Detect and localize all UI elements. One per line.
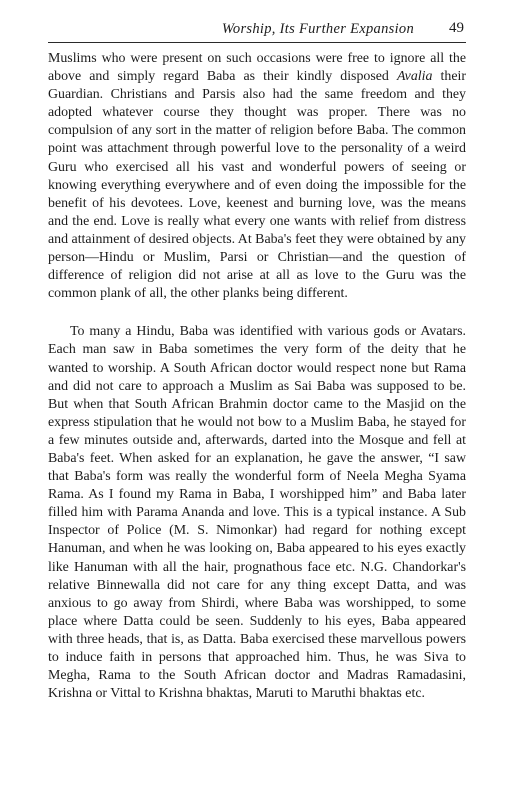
text-segment: their Guardian. Christians and Parsis also had the same freedom and they adopted whatever course they thought was proper. There was no compulsion of any sort in the matter of religion before Baba. The common point was attachment through powerful love to the personality of a weird Guru who exercised all his vast and wonderful powers of seeing or knowing everything everywhere and of even doing the impossible for the benefit of his devotees. Love, keenest and burning love, was the means and the end. Love is really what every one wants with relief from distress and attainment of desired objects. At Baba's feet they were obtained by any person—Hindu or Muslim, Parsi or Christian—and the question of difference of religion did not arise at all as love to the Guru was the common plank of all, the other planks being different. xyxy=(48,69,466,302)
paragraph-2 xyxy=(48,323,466,703)
running-header xyxy=(48,20,466,43)
text-segment: To many a Hindu, Baba was identified with various gods or Avatars. Each man saw in Baba sometimes the very form of the deity that he wanted to worship. A South African doctor would respect none but Rama and did not care to approach a Muslim as Sai Baba was supposed to be. But when that South African Brahmin doctor came to the Masjid on the express stipulation that he would not bow to a Muslim Baba, he stayed for a few minutes outside and, afterwards, darted into the Mosque and fell at Baba's feet. When asked for an explanation, he gave the answer, “I saw that Baba's form was really the wonderful form of Neela Megha Syama Rama. As I found my Rama in Baba, I worshipped him” and Baba later filled him with Parama Ananda and love. This is a typical instance. A Sub Inspector of Police (M. S. Nimonkar) had regard for nothing except Hanuman, and when he was looking on, Baba appeared to his eyes exactly like Hanuman with all the hair, prognathous face etc. N.G. Chandorkar's relative Binnewalla did not care for any thing except Datta, and was anxious to go away from Shirdi, where Baba was worshipped, to some place where Datta could be seen. Suddenly to his eyes, Baba appeared with three heads, that is, as Datta. Baba exercised these marvellous powers to induce faith in persons that approached him. Thus, he was Siva to Megha, Rama to the South African doctor and Madras Ramadasini, Krishna or Vittal to Krishna bhaktas, Maruti to Maruthi bhaktas etc. xyxy=(48,324,466,702)
text-segment: Muslims who were present on such occasions were free to ignore all the above and simply regard Baba as their kindly disposed xyxy=(48,51,466,85)
italic-term: Avalia xyxy=(396,69,433,85)
paragraph-1 xyxy=(48,50,466,303)
body-text xyxy=(48,50,466,703)
chapter-title: Worship, Its Further Expansion xyxy=(221,21,414,37)
page-number: 49 xyxy=(449,20,464,36)
